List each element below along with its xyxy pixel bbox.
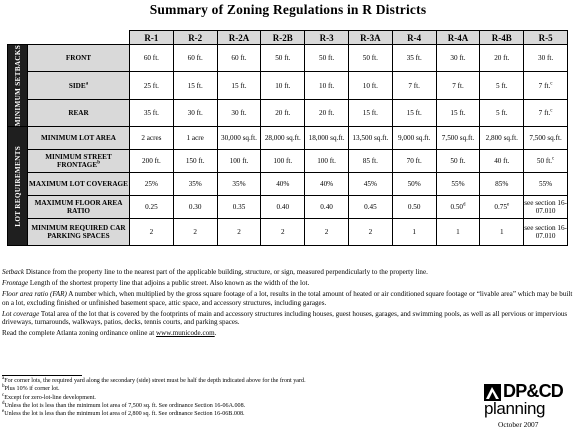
cell-value: 55% [451,180,465,189]
table-cell [305,219,349,246]
table-cell [524,99,568,126]
table-cell [173,219,217,246]
cell-value: 40% [276,180,290,189]
cell-value: 15 ft. [231,81,247,90]
table-cell [130,127,174,150]
cell-value: 0.35 [232,203,246,212]
definition [2,290,574,307]
cell-value: 30,000 sq.ft. [221,134,257,143]
table-cell [217,173,261,196]
cell-value: 2 [149,228,154,237]
cell-value: 2 [280,228,285,237]
footnote-marker: b [97,160,100,166]
cell-value: 5 ft. [495,109,508,118]
logo-dpcd: DP&CD [503,381,564,401]
row-header [28,72,130,99]
table-cell [305,196,349,219]
cell-value: 0.45 [364,203,377,212]
table-cell [392,150,436,173]
table-cell [305,173,349,196]
cell-value: 85% [495,180,509,189]
footnote [2,402,442,410]
cell-value: 100 ft. [229,157,249,166]
publication-date: October 2007 [498,420,539,429]
table-cell [261,127,305,150]
table-cell [173,150,217,173]
footnote-rule [2,375,82,376]
cell-value: 30 ft. [538,54,554,63]
row-header-label: MINIMUM REQUIRED CAR PARKING SPACES [31,224,126,241]
table-cell [436,99,480,126]
cell-value: 200 ft. [142,157,161,166]
table-cell [392,99,436,126]
cell-value: 10 ft. [319,81,335,90]
cell-value: 5 ft. [495,81,508,90]
footnote-marker: c [550,81,553,87]
cell-value: 0.50 [450,203,464,212]
ordinance-note [2,329,574,338]
table-cell [261,173,305,196]
table-cell [261,72,305,99]
cell-value: 0.40 [320,203,333,212]
table-cell [480,196,524,219]
row-header [28,219,130,246]
definition-text: Total area of the lot that is covered by the footprints of main and accessory structures including houses, guest houses, garages, and swimming pools, as well as all pervious or impervious driveways, turnarounds, walkways, patios, decks, tennis courts, and parking spaces. [2,309,568,327]
table-cell [436,219,480,246]
definition-term: Floor area ratio (FAR) [2,289,67,298]
table-cell [436,173,480,196]
document-title: Summary of Zoning Regulations in R Districts [149,2,427,17]
logo-planning: planning [484,399,546,418]
table-row [8,72,568,99]
table-cell [173,173,217,196]
row-header [28,196,130,219]
table-cell [305,72,349,99]
row-header [28,173,130,196]
cell-value: 2 [324,228,329,237]
cell-value: 1 [412,228,416,237]
row-header [28,45,130,72]
table-cell [173,72,217,99]
cell-value: see section 16-07.010 [524,199,567,216]
footnote [2,385,442,393]
footnote-mark: e [2,409,5,415]
table-cell [130,99,174,126]
table-cell [348,127,392,150]
cell-value: 7 ft. [538,81,551,90]
table-cell [392,173,436,196]
table-cell [173,99,217,126]
table-cell [217,99,261,126]
table-row [8,99,568,126]
table-cell [480,219,524,246]
district-header: R-4 [392,31,436,45]
footnote [2,394,442,402]
table-cell [348,196,392,219]
cell-value: 30 ft. [187,109,203,118]
cell-value: 7,500 sq.ft. [529,134,562,143]
table-cell [261,99,305,126]
footnote-mark: b [2,384,5,390]
table-row [8,196,568,219]
cell-value: 1 acre [186,134,204,143]
table-cell [305,150,349,173]
footnote-marker: c [550,108,553,114]
table-corner [8,31,130,45]
cell-value: 60 ft. [143,54,159,63]
definition [2,310,574,327]
table-cell [524,196,568,219]
table-cell [348,173,392,196]
cell-value: 20 ft. [319,109,335,118]
row-header-label: REAR [68,109,89,118]
table-cell [524,219,568,246]
footnote [2,377,442,385]
group-label-text: LOT REQUIREMENTS [13,145,22,227]
table-cell [480,173,524,196]
district-header: R-3 [305,31,349,45]
table-cell [436,150,480,173]
cell-value: 1 [456,228,460,237]
table-cell [173,127,217,150]
district-header: R-4B [480,31,524,45]
footnote-text: For corner lots, the required yard along the secondary (side) street must be half the depth indicated above for the front yard. [4,378,306,384]
footnote-marker: a [85,81,89,87]
table-cell [348,45,392,72]
cell-value: 9,000 sq.ft. [398,134,431,143]
table-cell [130,196,174,219]
cell-value: 0.30 [188,203,202,212]
cell-value: 2 acres [141,134,162,143]
table-cell [261,219,305,246]
cell-value: 0.75 [494,203,507,212]
row-header-label: FRONT [65,54,92,63]
footnote-marker: c [552,156,555,162]
row-header [28,150,130,173]
table-row [8,173,568,196]
cell-value: 18,000 sq.ft. [308,134,345,143]
cell-value: 100 ft. [273,157,293,166]
cell-value: 50 ft. [450,157,466,166]
table-cell [480,127,524,150]
table-row [8,150,568,173]
footnotes [2,375,442,418]
cell-value: 0.50 [407,203,421,212]
definition-text: Distance from the property line to the nearest part of the applicable building, structure, or sign, measured perpendicularly to the property line. [24,268,428,276]
table-cell [130,45,174,72]
table-cell [305,127,349,150]
zoning-table [7,30,568,246]
cell-value: 50 ft. [319,54,335,63]
cell-value: 0.25 [145,203,158,212]
table-cell [480,45,524,72]
table-cell [130,72,174,99]
cell-value: 50 ft. [275,54,291,63]
cell-value: 2 [368,228,373,237]
cell-value: 60 ft. [187,54,203,63]
cell-value: 70 ft. [406,157,422,166]
table-cell [217,45,261,72]
cell-value: 1 [499,228,504,237]
definitions [2,268,574,340]
table-cell [348,219,392,246]
cell-value: 2 [193,228,197,237]
ordinance-end: . [214,329,217,338]
cell-value: 20 ft. [494,54,510,63]
cell-value: 13,500 sq.ft. [352,134,389,143]
table-row [8,127,568,150]
cell-value: 35 ft. [406,54,422,63]
cell-value: 0.40 [276,203,290,212]
cell-value: 20 ft. [275,109,291,118]
table-row [8,45,568,72]
row-header [28,99,130,126]
table-cell [392,45,436,72]
cell-value: 50 ft. [536,157,553,166]
row-header-label: MAXIMUM LOT COVERAGE [29,180,128,189]
footnote-text: Unless the lot is less than the minimum lot area of 2,800 sq. ft. See ordinance Section 16-06B.008. [4,411,245,418]
district-header-row [8,31,568,45]
table-cell [173,45,217,72]
row-header-label: MINIMUM LOT AREA [41,134,116,143]
definition-term: Setback [2,268,25,276]
definition [2,279,574,288]
table-cell [480,72,524,99]
row-header [28,127,130,150]
table-cell [436,72,480,99]
table-cell [217,72,261,99]
table-cell [392,127,436,150]
footnote-text: Except for zero-lot-line development. [4,394,96,401]
table-cell [392,219,436,246]
cell-value: 2 [237,228,241,237]
table-cell [217,127,261,150]
table-cell [436,45,480,72]
group-label-text: MINIMUM SETBACKS [13,45,22,127]
table-cell [524,150,568,173]
cell-value: 28,000 sq.ft. [264,134,301,143]
cell-value: 7 ft. [408,81,420,90]
cell-value: 10 ft. [362,81,378,90]
lot-group-label [8,127,28,246]
table-cell [261,45,305,72]
table-cell [480,99,524,126]
district-header: R-2 [173,31,217,45]
row-header-label: MINIMUM STREET FRONTAGE [45,153,112,170]
cell-value: 35 ft. [143,109,159,118]
cell-value: 7 ft. [538,109,551,118]
table-cell [305,45,349,72]
ordinance-text: Read the complete Atlanta zoning ordinance online at [2,329,157,338]
table-cell [305,99,349,126]
cell-value: 2,800 sq.ft. [485,134,518,143]
table-cell [524,127,568,150]
district-header: R-3A [348,31,392,45]
dpcd-logo [484,382,574,430]
footnote-mark: d [2,400,5,406]
table-cell [173,196,217,219]
cell-value: 40% [319,180,334,189]
footnote-marker: d [463,202,466,208]
table-cell [217,196,261,219]
district-header: R-1 [130,31,174,45]
cell-value: 35% [232,180,246,189]
footnote-marker: e [506,202,510,208]
definition-text: Length of the shortest property line that adjoins a public street. Also known as the width of the lot. [28,278,310,287]
cell-value: 7,500 sq.ft. [441,134,475,143]
cell-value: see section 16-07.010 [524,224,567,241]
definition [2,268,574,277]
table-cell [130,173,174,196]
table-row [8,219,568,246]
district-header: R-2B [261,31,305,45]
row-header-label: MAXIMUM FLOOR AREA RATIO [34,199,123,216]
table-cell [217,219,261,246]
cell-value: 45% [363,180,377,189]
cell-value: 15 ft. [187,81,203,90]
district-header: R-4A [436,31,480,45]
ordinance-link[interactable]: www.municode.com [156,329,215,338]
cell-value: 25 ft. [143,81,159,90]
district-header: R-5 [524,31,568,45]
cell-value: 15 ft. [406,109,422,118]
table-cell [261,150,305,173]
cell-value: 30 ft. [450,54,466,63]
cell-value: 55% [538,180,553,189]
setbacks-group-label [8,45,28,127]
table-cell [348,72,392,99]
table-cell [524,45,568,72]
footnote-mark: c [2,392,5,398]
footnote [2,410,442,418]
definition-term: Frontage [2,278,29,287]
table-cell [217,150,261,173]
table-cell [480,150,524,173]
cell-value: 30 ft. [231,109,247,118]
district-header: R-2A [217,31,261,45]
cell-value: 50 ft. [362,54,378,63]
row-header-label: SIDE [68,81,86,90]
table-cell [392,196,436,219]
definition-term: Lot coverage [2,309,40,318]
cell-value: 25% [144,180,158,189]
footnote-mark: a [2,375,5,381]
table-cell [130,150,174,173]
cell-value: 40 ft. [494,157,510,166]
cell-value: 35% [188,180,202,189]
footnote-text: Unless the lot is less than the minimum lot area of 7,500 sq. ft. See ordinance Section 16-06A.008. [4,402,246,409]
table-cell [130,219,174,246]
table-cell [348,150,392,173]
table-cell [436,127,480,150]
table-cell [392,72,436,99]
table-cell [436,196,480,219]
definition-text: A number which, when multiplied by the gross square footage of a lot, results in the total amount of heated or air conditioned square footage or “livable area” which may be built on a lot, excluding finished or unfinished basement space, attic space, and accessory structures, including garages. [2,289,573,307]
table-cell [348,99,392,126]
cell-value: 85 ft. [362,157,378,166]
cell-value: 15 ft. [362,109,378,118]
table-cell [261,196,305,219]
cell-value: 15 ft. [450,109,466,118]
footnote-text: Plus 10% if corner lot. [4,386,60,393]
table-cell [524,72,568,99]
cell-value: 150 ft. [185,157,205,166]
cell-value: 10 ft. [275,81,291,90]
cell-value: 100 ft. [317,157,336,166]
cell-value: 50% [407,180,421,189]
cell-value: 60 ft. [231,54,247,63]
cell-value: 7 ft. [452,81,464,90]
table-cell [524,173,568,196]
